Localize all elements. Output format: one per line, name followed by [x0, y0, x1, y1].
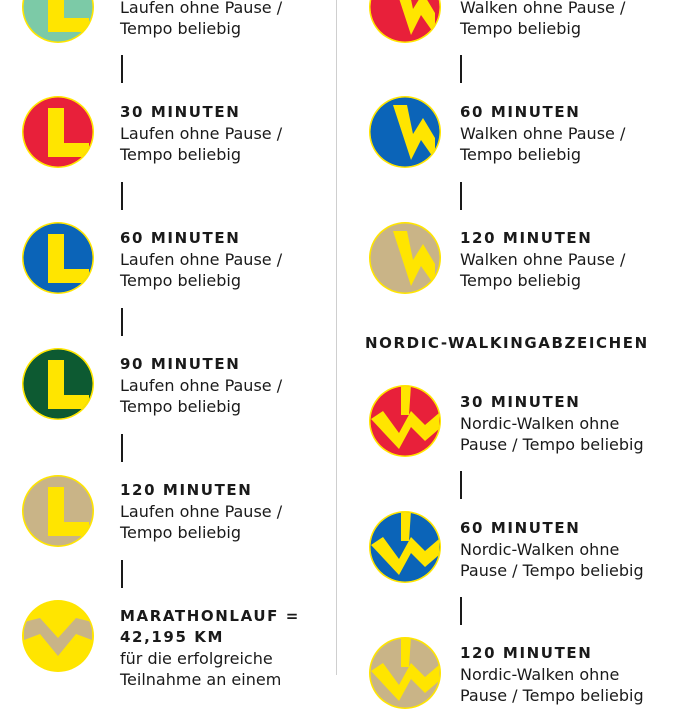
walking-badge-icon: [367, 94, 443, 170]
section-title-nordic-walking: NORDIC-WALKINGABZEICHEN: [365, 334, 649, 352]
connector-line: [460, 471, 462, 499]
connector-line: [460, 55, 462, 83]
badge-description-line2: Tempo beliebig: [120, 19, 242, 38]
badge-description-line2: Tempo beliebig: [120, 397, 242, 416]
connector-line: [121, 434, 123, 462]
badge-description-line1: Laufen ohne Pause /: [120, 376, 283, 395]
badge-description-line1: Laufen ohne Pause /: [120, 124, 283, 143]
badge-description-line1: Laufen ohne Pause /: [120, 250, 283, 269]
badge-description-line1: für die erfolgreiche: [120, 649, 273, 668]
badge-heading: 30 MINUTEN: [460, 393, 581, 411]
running-badge-icon: [20, 346, 96, 422]
connector-line: [121, 182, 123, 210]
badge-heading: 60 MINUTEN: [460, 103, 581, 121]
badge-description-line1: Nordic-Walken ohne: [460, 540, 620, 559]
column-divider: [336, 0, 337, 675]
badge-description-line2: Teilnahme an einem: [120, 670, 282, 689]
badge-description-line2: Tempo beliebig: [460, 19, 582, 38]
nordic-walking-badge-icon: [367, 509, 443, 585]
connector-line: [121, 560, 123, 588]
badge-description-line1: Nordic-Walken ohne: [460, 665, 620, 684]
marathon-badge-icon: [20, 598, 96, 674]
running-badge-icon: [20, 220, 96, 296]
badge-heading: 120 MINUTEN: [460, 644, 593, 662]
nordic-walking-badge-icon: [367, 635, 443, 711]
connector-line: [121, 308, 123, 336]
connector-line: [121, 55, 123, 83]
nordic-walking-badge-icon: [367, 383, 443, 459]
running-badge-icon: [20, 473, 96, 549]
badge-description-line1: Nordic-Walken ohne: [460, 414, 620, 433]
badge-description-line2: Tempo beliebig: [120, 271, 242, 290]
badge-heading: 120 MINUTEN: [120, 481, 253, 499]
badge-description-line1: Laufen ohne Pause /: [120, 0, 283, 17]
badge-heading: 90 MINUTEN: [120, 355, 241, 373]
badge-heading-line1: MARATHONLAUF =: [120, 607, 300, 625]
badge-description-line1: Walken ohne Pause /: [460, 250, 626, 269]
running-badge-icon: [20, 0, 96, 45]
badge-description-line2: Pause / Tempo beliebig: [460, 686, 644, 705]
badge-description-line2: Tempo beliebig: [460, 145, 582, 164]
badge-description-line2: Pause / Tempo beliebig: [460, 561, 644, 580]
badge-description-line1: Walken ohne Pause /: [460, 124, 626, 143]
walking-badge-icon: [367, 220, 443, 296]
badge-heading: 30 MINUTEN: [120, 103, 241, 121]
connector-line: [460, 182, 462, 210]
walking-badge-icon: [367, 0, 443, 45]
badge-heading: 60 MINUTEN: [120, 229, 241, 247]
running-badge-icon: [20, 94, 96, 170]
badge-heading: 60 MINUTEN: [460, 519, 581, 537]
connector-line: [460, 597, 462, 625]
badge-description-line1: Laufen ohne Pause /: [120, 502, 283, 521]
badge-description-line1: Walken ohne Pause /: [460, 0, 626, 17]
badge-description-line2: Tempo beliebig: [120, 145, 242, 164]
badge-heading: 120 MINUTEN: [460, 229, 593, 247]
badge-description-line2: Pause / Tempo beliebig: [460, 435, 644, 454]
badge-description-line2: Tempo beliebig: [120, 523, 242, 542]
badge-description-line2: Tempo beliebig: [460, 271, 582, 290]
badge-heading-line2: 42,195 KM: [120, 628, 225, 646]
